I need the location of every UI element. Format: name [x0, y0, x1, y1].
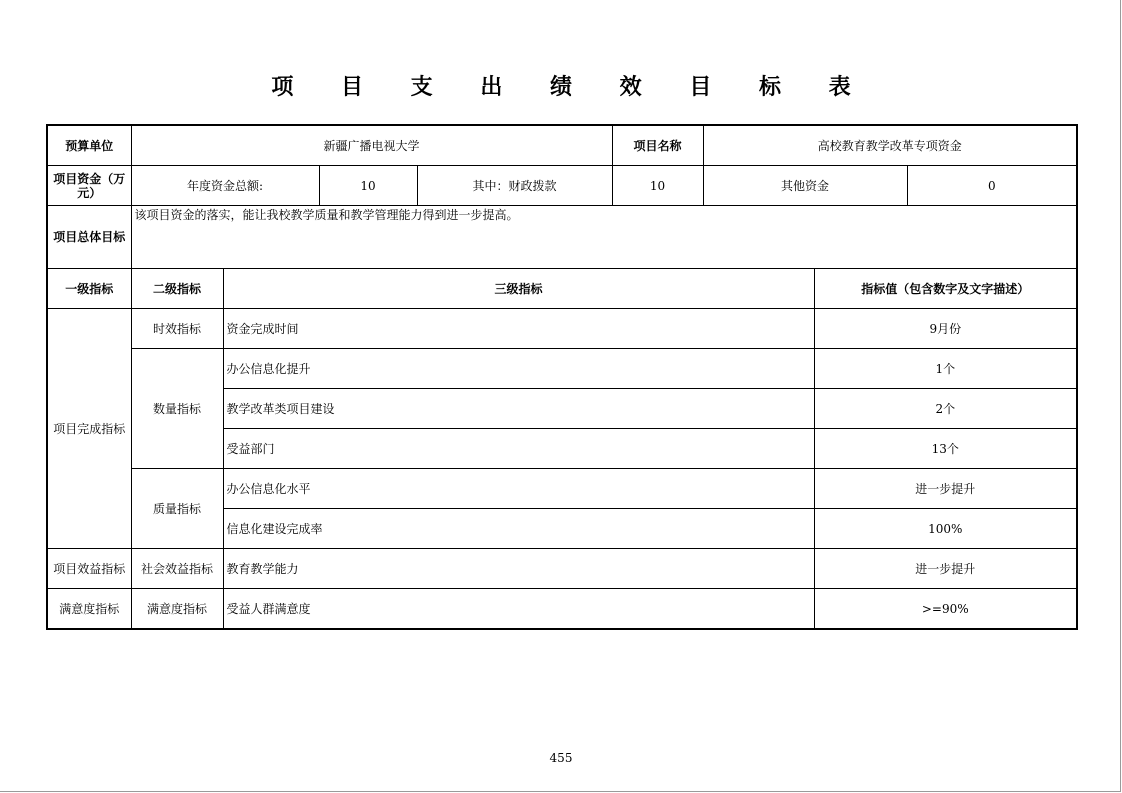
indicator-value: 2个 [814, 389, 1077, 429]
funds-row [47, 166, 1077, 206]
annual-total-label: 年度资金总额: [131, 166, 319, 206]
table-row [47, 309, 1077, 349]
indicator-name: 受益部门 [223, 429, 814, 469]
overall-goal-label: 项目总体目标 [47, 206, 131, 269]
indicator-name: 办公信息化水平 [223, 469, 814, 509]
table-row [47, 469, 1077, 509]
budget-unit-row [47, 125, 1077, 166]
benefit-indicator-label: 项目效益指标 [47, 549, 131, 589]
project-name-label: 项目名称 [612, 125, 703, 166]
indicator-name: 受益人群满意度 [223, 589, 814, 630]
indicator-name: 办公信息化提升 [223, 349, 814, 389]
overall-goal-text: 该项目资金的落实，能让我校教学质量和教学管理能力得到进一步提高。 [131, 206, 1077, 269]
budget-unit-label: 预算单位 [47, 125, 131, 166]
quantity-indicator-label: 数量指标 [131, 349, 223, 469]
indicator-name: 信息化建设完成率 [223, 509, 814, 549]
indicator-name: 教育教学能力 [223, 549, 814, 589]
table-row [47, 589, 1077, 630]
project-name-value: 高校教育教学改革专项资金 [703, 125, 1077, 166]
satisfaction-sub-indicator-label: 满意度指标 [131, 589, 223, 630]
indicator-value: >=90% [814, 589, 1077, 630]
table-row [47, 349, 1077, 389]
page-number: 455 [549, 751, 573, 765]
level2-header: 二级指标 [131, 269, 223, 309]
page-title: 项 目 支 出 绩 效 目 标 表 [271, 75, 871, 100]
annual-total-value: 10 [319, 166, 417, 206]
social-benefit-indicator-label: 社会效益指标 [131, 549, 223, 589]
value-header: 指标值（包含数字及文字描述） [814, 269, 1077, 309]
performance-table [46, 124, 1078, 630]
level3-header: 三级指标 [223, 269, 814, 309]
indicator-value: 13个 [814, 429, 1077, 469]
indicator-name: 资金完成时间 [223, 309, 814, 349]
satisfaction-indicator-label: 满意度指标 [47, 589, 131, 630]
fiscal-label: 其中：财政拨款 [417, 166, 612, 206]
funds-label: 项目资金（万元） [47, 166, 131, 206]
indicator-value: 进一步提升 [814, 469, 1077, 509]
indicator-value: 1个 [814, 349, 1077, 389]
indicator-name: 教学改革类项目建设 [223, 389, 814, 429]
fiscal-value: 10 [612, 166, 703, 206]
budget-unit-value: 新疆广播电视大学 [131, 125, 612, 166]
other-funds-label: 其他资金 [703, 166, 907, 206]
other-funds-value: 0 [907, 166, 1077, 206]
indicator-value: 进一步提升 [814, 549, 1077, 589]
column-header-row [47, 269, 1077, 309]
timeliness-indicator-label: 时效指标 [131, 309, 223, 349]
goal-row [47, 206, 1077, 269]
indicator-value: 100% [814, 509, 1077, 549]
quality-indicator-label: 质量指标 [131, 469, 223, 549]
completion-indicator-label: 项目完成指标 [47, 309, 131, 549]
indicator-value: 9月份 [814, 309, 1077, 349]
level1-header: 一级指标 [47, 269, 131, 309]
table-row [47, 549, 1077, 589]
